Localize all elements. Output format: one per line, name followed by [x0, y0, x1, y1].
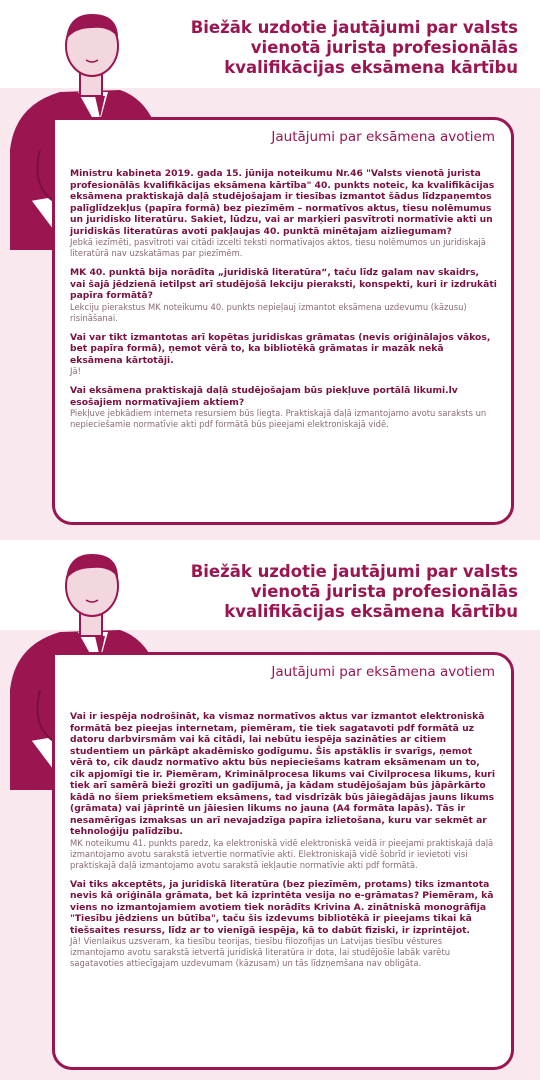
qa-item — [70, 879, 497, 970]
question-text: Vai ir iespēja nodrošināt, ka vismaz normatīvos aktus var izmantot elektroniskā formātā bez pieejas internetam, piemēram, tie tiek sagatavoti pdf formātā uz datoru darbvirsmām vai kā citādi, lai nebūtu iespēja sazināties ar citiem studentiem un pārkāpt akadēmisko godīgumu. Šis apstāklis ir svarīgs, ņemot vērā to, cik daudz normatīvo aktu būs nepieciešams katram eksāmenam un to, cik apjomīgi tie ir. Piemēram, Kriminālprocesa likums vai Civilprocesa likums, kuri tiek arī samērā bieži grozīti un gadījumā, ja kādam studējošajam būs jāpārkārto kādā no šiem priekšmetiem eksāmens, tad visdrīzāk būs jāiegādājas jauns likums (grāmata) vai jāprintē un jāiesien likums no jauna (A4 formāta lapās). Tās ir nesamērīgas izmaksas un arī nevajadzīga papīra izlietošana, kuru var sekmēt ar tehnoloģiju palīdzību. — [70, 711, 495, 837]
question-text: Vai tiks akceptēts, ja juridiskā literatūra (bez piezīmēm, protams) tiks izmantota nevis kā oriģināla grāmata, bet kā izprintēta vesija no e-grāmatas? Piemēram, kā viens no izmantojamiem avotiem tiek norādīts Krivina A. zinātniskā monogrāfija "Tiesību jēdziens un būtība", taču šis izdevums bibliotēkā ir pieejams tikai kā tiešsaites resurss, līdz ar to vienīgā iespēja, kā to dabūt fiziski, ir izprintējot. — [70, 878, 494, 936]
qa-item — [70, 385, 497, 430]
page-title: Biežāk uzdotie jautājumi par valsts vienotā jurista profesionālās kvalifikācijas eksāmena kārtību — [190, 562, 518, 621]
card-title: Jautājumi par eksāmena avotiem — [271, 664, 495, 680]
card-title: Jautājumi par eksāmena avotiem — [271, 129, 495, 145]
answer-text: Jā! Vienlaikus uzsveram, ka tiesību teorijas, tiesību filozofijas un Latvijas tiesību vēstures izmantojamo avotu sarakstā ietvertā juridiskā literatūra ir dota, lai studējošie labāk varētu sagatavoties attiecīgajam uzdevumam (kāzusam) un tās līdzņemšana nav obligāta. — [70, 936, 451, 968]
qa-list — [70, 711, 497, 977]
answer-text: Piekļuve jebkādiem interneta resursiem būs liegta. Praktiskajā daļā izmantojamo avotu saraksts un nepieciešamie normatīvie akti pdf formātā būs pieejami elektroniskajā vidē. — [70, 408, 487, 429]
qa-item — [70, 168, 497, 259]
question-text: MK 40. punktā bija norādīta „juridiskā literatūra“, taču līdz galam nav skaidrs, vai šajā jēdzienā ietilpst arī studējošā lekciju pieraksti, konspekti, kuri ir izdrukāti papīra formātā? — [70, 267, 497, 301]
question-text: Ministru kabineta 2019. gada 15. jūnija noteikumu Nr.46 "Valsts vienotā jurista profesionālās kvalifikācijas eksāmena kārtība" 40. punkts noteic, ka kvalifikācijas eksāmena praktiskajā daļā studējošajam ir tiesības izmantot šādus līdzpaņemtos palīglīdzekļus (papīra formā) bez piezīmēm – normatīvos aktus, tiesu nolēmumus un juridisko literatūru. Sakiet, lūdzu, vai ar marķieri pasvītroti normatīvie akti un juridiskās literatūras avoti pakļaujas 40. punktā minētajam aizliegumam? — [70, 168, 495, 237]
qa-item — [70, 267, 497, 324]
qa-item — [70, 332, 497, 378]
answer-text: Jebkā iezīmēti, pasvītroti vai citādi izcelti teksti normatīvajos aktos, tiesu nolēmumos un juridiskajā literatūrā nav uzskatāmas par piezīmēm. — [70, 237, 486, 258]
faq-card — [52, 652, 514, 1070]
question-text: Vai eksāmena praktiskajā daļā studējošajam būs piekļuve portālā likumi.lv esošajiem normatīvajiem aktiem? — [70, 385, 458, 408]
answer-text: Jā! — [70, 366, 81, 376]
faq-panel-2 — [0, 540, 540, 1080]
answer-text: Lekciju pierakstus MK noteikumu 40. punkts nepieļauj izmantot eksāmena uzdevumu (kāzusu) risināšanai. — [70, 301, 467, 323]
qa-item — [70, 711, 497, 871]
question-text: Vai var tikt izmantotas arī kopētas juridiskas grāmatas (nevis oriģinālajos vākos, bet papīra formā), ņemot vērā to, ka bibliotēkā grāmatas ir mazāk nekā eksāmena kārtotāji. — [70, 331, 491, 366]
page-title: Biežāk uzdotie jautājumi par valsts vienotā jurista profesionālās kvalifikācijas eksāmena kārtību — [190, 18, 518, 77]
answer-text: MK noteikumu 41. punkts paredz, ka elektroniskā vidē elektroniskā veidā ir pieejami praktiskajā daļā izmantojamo avotu sarakstā ietvertie normatīvie akti. Elektroniskajā vidē šobrīd ir ievietoti visi praktiskajā daļā izmantojamo avotu sarakstā iekļautie normatīvie akti pdf formātā. — [70, 837, 494, 870]
qa-list — [70, 168, 497, 438]
faq-card — [52, 117, 514, 525]
